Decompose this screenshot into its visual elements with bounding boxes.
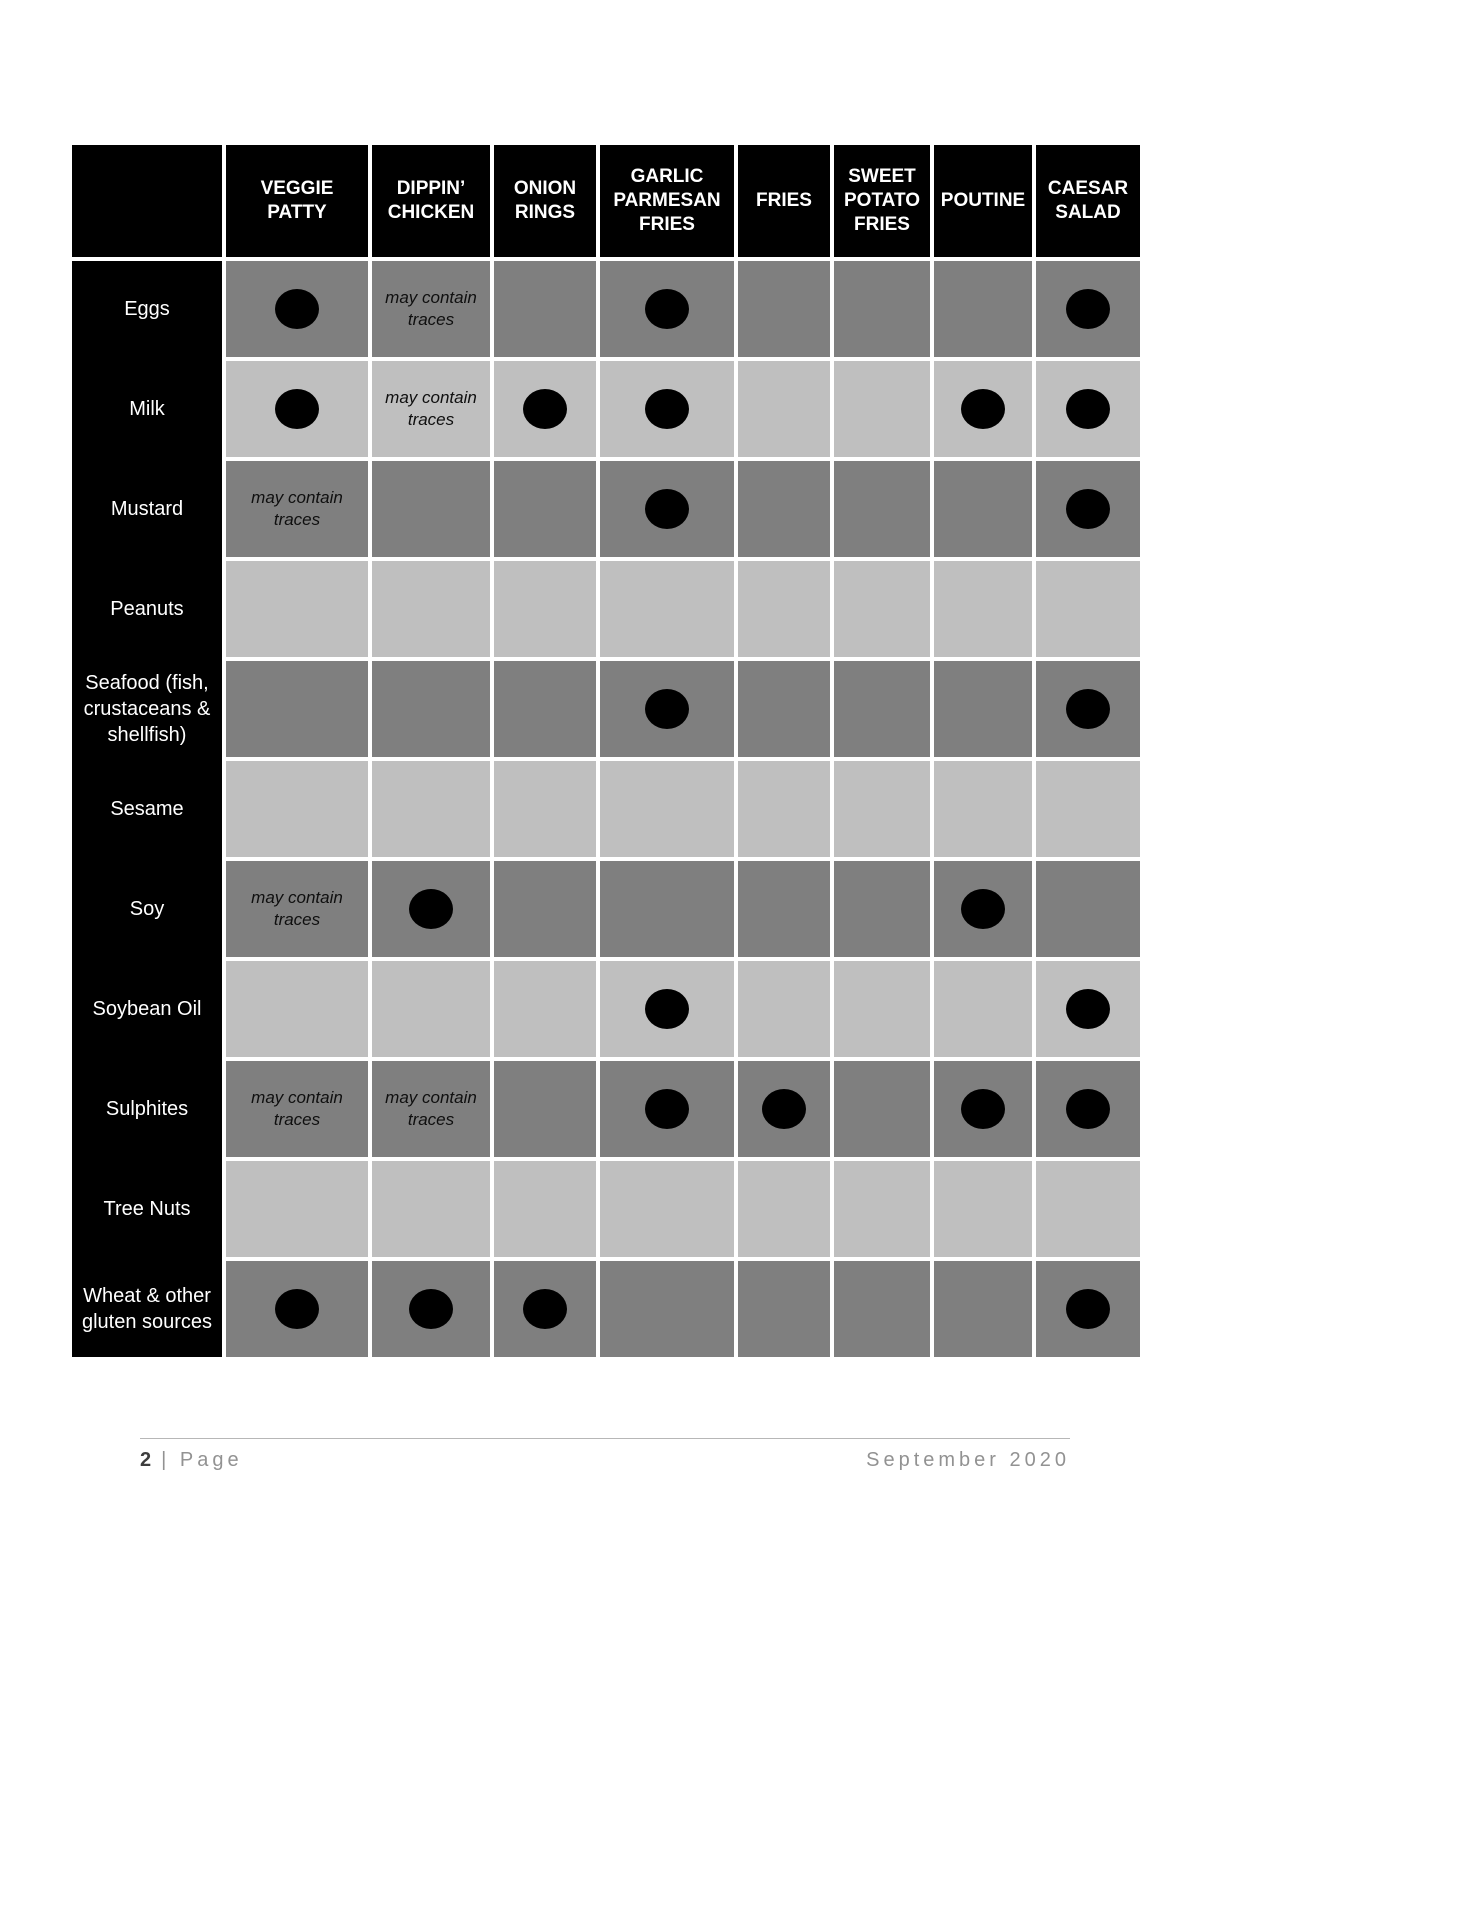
empty-cell <box>738 961 830 1057</box>
empty-cell <box>600 861 734 957</box>
page-word: | Page <box>161 1449 243 1471</box>
contains-cell <box>226 1261 368 1357</box>
empty-cell <box>600 1161 734 1257</box>
traces-cell <box>372 361 490 457</box>
empty-cell <box>934 961 1032 1057</box>
contains-dot <box>645 689 689 729</box>
empty-cell <box>494 561 596 657</box>
contains-cell <box>494 361 596 457</box>
contains-dot <box>275 289 319 329</box>
contains-dot <box>1066 389 1110 429</box>
traces-text: may contain traces <box>385 1087 477 1129</box>
traces-cell <box>226 861 368 957</box>
row-label: Peanuts <box>72 561 222 657</box>
empty-cell <box>494 761 596 857</box>
empty-cell <box>1036 561 1140 657</box>
empty-cell <box>372 761 490 857</box>
page-footer <box>140 1438 1070 1472</box>
column-header: CAESAR SALAD <box>1036 145 1140 257</box>
contains-cell <box>1036 361 1140 457</box>
traces-cell <box>226 461 368 557</box>
contains-cell <box>1036 1061 1140 1157</box>
contains-cell <box>600 1061 734 1157</box>
column-header: SWEET POTATO FRIES <box>834 145 930 257</box>
traces-cell <box>226 1061 368 1157</box>
empty-cell <box>1036 861 1140 957</box>
empty-cell <box>738 561 830 657</box>
empty-cell <box>372 461 490 557</box>
empty-cell <box>226 761 368 857</box>
contains-dot <box>645 989 689 1029</box>
row-label: Soy <box>72 861 222 957</box>
contains-cell <box>934 1061 1032 1157</box>
row-label: Milk <box>72 361 222 457</box>
contains-dot <box>961 389 1005 429</box>
empty-cell <box>738 1261 830 1357</box>
empty-cell <box>834 361 930 457</box>
page-number: 2 <box>140 1449 154 1471</box>
traces-text: may contain traces <box>385 387 477 429</box>
contains-dot <box>409 889 453 929</box>
contains-cell <box>494 1261 596 1357</box>
empty-cell <box>738 761 830 857</box>
contains-dot <box>645 289 689 329</box>
contains-cell <box>1036 461 1140 557</box>
column-header: ONION RINGS <box>494 145 596 257</box>
contains-cell <box>1036 661 1140 757</box>
empty-cell <box>494 861 596 957</box>
header-row <box>72 145 1140 257</box>
row-label: Sulphites <box>72 1061 222 1157</box>
empty-cell <box>834 861 930 957</box>
empty-cell <box>494 1161 596 1257</box>
empty-cell <box>600 761 734 857</box>
contains-cell <box>372 861 490 957</box>
column-header: FRIES <box>738 145 830 257</box>
empty-cell <box>494 1061 596 1157</box>
contains-dot <box>1066 989 1110 1029</box>
footer-date: September 2020 <box>866 1449 1070 1471</box>
empty-cell <box>738 661 830 757</box>
empty-cell <box>834 1261 930 1357</box>
empty-cell <box>834 461 930 557</box>
contains-dot <box>1066 1289 1110 1329</box>
empty-cell <box>738 1161 830 1257</box>
empty-cell <box>934 261 1032 357</box>
contains-dot <box>1066 1089 1110 1129</box>
empty-cell <box>494 661 596 757</box>
empty-cell <box>738 361 830 457</box>
contains-cell <box>226 261 368 357</box>
contains-dot <box>523 1289 567 1329</box>
row-label: Tree Nuts <box>72 1161 222 1257</box>
contains-cell <box>1036 261 1140 357</box>
empty-cell <box>738 461 830 557</box>
contains-cell <box>372 1261 490 1357</box>
empty-cell <box>494 261 596 357</box>
contains-cell <box>1036 1261 1140 1357</box>
traces-text: may contain traces <box>251 1087 343 1129</box>
traces-cell <box>372 1061 490 1157</box>
empty-cell <box>494 461 596 557</box>
empty-cell <box>934 1161 1032 1257</box>
contains-dot <box>1066 689 1110 729</box>
contains-cell <box>1036 961 1140 1057</box>
row-label: Wheat & other gluten sources <box>72 1261 222 1357</box>
contains-dot <box>523 389 567 429</box>
contains-dot <box>275 389 319 429</box>
empty-cell <box>834 961 930 1057</box>
empty-cell <box>372 1161 490 1257</box>
contains-dot <box>275 1289 319 1329</box>
row-label: Sesame <box>72 761 222 857</box>
empty-cell <box>834 261 930 357</box>
contains-dot <box>762 1089 806 1129</box>
corner-cell <box>72 145 222 257</box>
row-label: Mustard <box>72 461 222 557</box>
contains-cell <box>738 1061 830 1157</box>
contains-dot <box>961 889 1005 929</box>
contains-dot <box>645 1089 689 1129</box>
contains-dot <box>1066 289 1110 329</box>
traces-cell <box>372 261 490 357</box>
empty-cell <box>1036 1161 1140 1257</box>
contains-dot <box>645 389 689 429</box>
empty-cell <box>738 861 830 957</box>
empty-cell <box>372 961 490 1057</box>
empty-cell <box>372 661 490 757</box>
empty-cell <box>494 961 596 1057</box>
empty-cell <box>600 1261 734 1357</box>
empty-cell <box>600 561 734 657</box>
contains-cell <box>600 961 734 1057</box>
page-number-label <box>140 1449 243 1472</box>
empty-cell <box>834 761 930 857</box>
contains-cell <box>600 461 734 557</box>
contains-dot <box>409 1289 453 1329</box>
empty-cell <box>738 261 830 357</box>
contains-dot <box>961 1089 1005 1129</box>
row-label: Seafood (fish, crustaceans & shellfish) <box>72 661 222 757</box>
contains-cell <box>600 661 734 757</box>
empty-cell <box>934 1261 1032 1357</box>
traces-text: may contain traces <box>251 487 343 529</box>
column-header: POUTINE <box>934 145 1032 257</box>
empty-cell <box>226 661 368 757</box>
table-body <box>72 261 1140 1357</box>
allergen-table <box>72 145 1140 1357</box>
empty-cell <box>834 1061 930 1157</box>
contains-cell <box>600 361 734 457</box>
empty-cell <box>1036 761 1140 857</box>
empty-cell <box>226 1161 368 1257</box>
empty-cell <box>934 461 1032 557</box>
column-header: GARLIC PARMESAN FRIES <box>600 145 734 257</box>
empty-cell <box>834 1161 930 1257</box>
empty-cell <box>934 761 1032 857</box>
contains-cell <box>934 361 1032 457</box>
row-label: Soybean Oil <box>72 961 222 1057</box>
contains-dot <box>645 489 689 529</box>
traces-text: may contain traces <box>251 887 343 929</box>
row-label: Eggs <box>72 261 222 357</box>
empty-cell <box>834 561 930 657</box>
contains-cell <box>600 261 734 357</box>
empty-cell <box>226 561 368 657</box>
empty-cell <box>934 661 1032 757</box>
column-header: VEGGIE PATTY <box>226 145 368 257</box>
empty-cell <box>226 961 368 1057</box>
column-header: DIPPIN’ CHICKEN <box>372 145 490 257</box>
empty-cell <box>934 561 1032 657</box>
empty-cell <box>372 561 490 657</box>
traces-text: may contain traces <box>385 287 477 329</box>
contains-dot <box>1066 489 1110 529</box>
empty-cell <box>834 661 930 757</box>
contains-cell <box>934 861 1032 957</box>
contains-cell <box>226 361 368 457</box>
